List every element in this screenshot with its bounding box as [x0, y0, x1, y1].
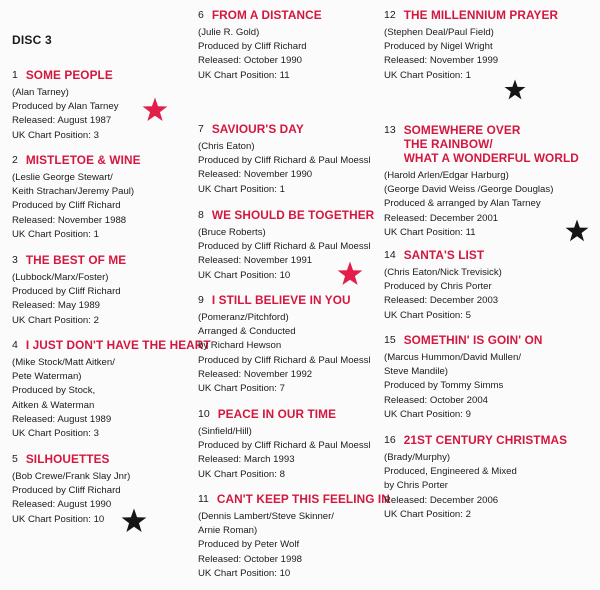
- track-detail-line: (Leslie George Stewart/: [12, 172, 113, 183]
- track-number: 11: [198, 493, 209, 505]
- star-black-2-icon: [121, 508, 147, 534]
- track-detail-line: Produced by Cliff Richard: [12, 485, 121, 497]
- track-title-line: I JUST DON'T HAVE THE HEART: [25, 338, 211, 352]
- track-details: [12, 171, 141, 242]
- track-14: [384, 248, 502, 323]
- track-detail-line: UK Chart Position: 11: [384, 226, 476, 238]
- track-detail-line: UK Chart Position: 2: [12, 314, 99, 326]
- track-title-line: WHAT A WONDERFUL WORLD: [403, 151, 579, 165]
- track-heading: [384, 123, 579, 165]
- track-detail-line: UK Chart Position: 11: [198, 69, 290, 81]
- track-details: [12, 470, 130, 527]
- track-detail-line: Produced by Cliff Richard: [12, 286, 121, 298]
- track-title-line: CAN'T KEEP THIS FEELING IN: [216, 492, 390, 506]
- track-detail-line: Produced by Cliff Richard & Paul Moessl: [198, 155, 371, 167]
- track-details: [198, 311, 371, 396]
- track-detail-line: (Lubbock/Marx/Foster): [12, 272, 109, 283]
- track-number: 1: [12, 69, 18, 81]
- track-title-line: THE BEST OF ME: [25, 253, 127, 267]
- track-details: [384, 451, 567, 522]
- track-title-line: THE RAINBOW/: [403, 137, 493, 151]
- track-detail-line: UK Chart Position: 3: [12, 129, 99, 141]
- track-detail-line: UK Chart Position: 10: [198, 269, 291, 281]
- track-detail-line: Released: October 1990: [198, 55, 302, 67]
- track-title-line: I STILL BELIEVE IN YOU: [211, 293, 351, 307]
- track-detail-line: (Julie R. Gold): [198, 27, 260, 38]
- track-detail-line: UK Chart Position: 1: [198, 183, 285, 195]
- track-detail-line: Produced by Stock,: [12, 385, 96, 397]
- track-title: [212, 293, 351, 307]
- track-detail-line: Released: May 1989: [12, 300, 100, 312]
- track-detail-line: Produced by Nigel Wright: [384, 41, 493, 53]
- track-number: 14: [384, 249, 396, 261]
- track-title-line: SOMETHIN' IS GOIN' ON: [403, 333, 543, 347]
- track-detail-line: Produced by Cliff Richard & Paul Moessl: [198, 241, 371, 253]
- track-title: [218, 407, 336, 421]
- track-title-line: SOME PEOPLE: [25, 68, 113, 82]
- track-detail-line: Arranged & Conducted: [198, 326, 296, 338]
- track-detail-line: (Bob Crewe/Frank Slay Jnr): [12, 471, 131, 482]
- track-heading: [198, 8, 322, 22]
- track-detail-line: UK Chart Position: 1: [12, 228, 99, 240]
- track-detail-line: by Chris Porter: [384, 480, 448, 492]
- track-detail-line: Aitken & Waterman: [12, 399, 95, 411]
- track-number: 2: [12, 154, 18, 166]
- track-detail-line: Produced by Cliff Richard & Paul Moessl: [198, 354, 371, 366]
- track-number: 12: [384, 9, 396, 21]
- track-detail-line: UK Chart Position: 5: [384, 309, 471, 321]
- track-9: [198, 293, 371, 396]
- track-detail-line: (Harold Arlen/Edgar Harburg): [384, 170, 509, 181]
- track-title-line: MISTLETOE & WINE: [25, 153, 141, 167]
- track-title-line: SOMEWHERE OVER: [403, 123, 521, 137]
- track-2: [12, 153, 141, 242]
- track-title-line: SANTA'S LIST: [403, 248, 485, 262]
- track-detail-line: Produced by Tommy Simms: [384, 380, 504, 392]
- track-title: [212, 8, 322, 22]
- track-detail-line: Released: March 1993: [198, 454, 295, 466]
- track-details: [384, 169, 579, 240]
- star-red-1-icon: [142, 97, 168, 123]
- track-detail-line: Keith Strachan/Jeremy Paul): [12, 186, 135, 198]
- track-detail-line: UK Chart Position: 8: [198, 468, 285, 480]
- track-heading: [384, 333, 542, 347]
- track-detail-line: UK Chart Position: 7: [198, 383, 285, 395]
- track-detail-line: Released: November 1990: [198, 169, 313, 181]
- track-detail-line: Released: November 1992: [198, 368, 313, 380]
- track-heading: [198, 122, 371, 136]
- track-number: 4: [12, 339, 18, 351]
- track-title: [404, 248, 484, 262]
- track-title-line: 21ST CENTURY CHRISTMAS: [403, 433, 568, 447]
- track-detail-line: (Bruce Roberts): [198, 227, 266, 238]
- track-detail-line: Produced & arranged by Alan Tarney: [384, 198, 541, 210]
- track-number: 5: [12, 453, 18, 465]
- star-black-4-icon: [504, 79, 526, 101]
- track-13: [384, 123, 579, 240]
- track-detail-line: (Mike Stock/Matt Aitken/: [12, 357, 115, 368]
- star-red-3-icon: [337, 261, 363, 287]
- track-detail-line: UK Chart Position: 2: [384, 508, 471, 520]
- track-title-line: FROM A DISTANCE: [211, 8, 322, 22]
- track-title: [26, 153, 141, 167]
- track-detail-line: Produced by Peter Wolf: [198, 539, 300, 551]
- track-details: [198, 140, 371, 197]
- track-4: [12, 338, 211, 441]
- track-number: 9: [198, 294, 204, 306]
- track-number: 7: [198, 123, 204, 135]
- track-heading: [198, 492, 390, 506]
- track-number: 6: [198, 9, 204, 21]
- star-black-5-icon: [565, 219, 589, 243]
- track-number: 16: [384, 434, 396, 446]
- track-detail-line: Released: December 2006: [384, 494, 499, 506]
- track-details: [198, 425, 371, 482]
- track-detail-line: Released: December 2001: [384, 212, 499, 224]
- track-title: [212, 208, 374, 222]
- track-detail-line: Released: August 1990: [12, 499, 112, 511]
- track-detail-line: Produced by Cliff Richard & Paul Moessl: [198, 440, 371, 452]
- track-title: [212, 122, 304, 136]
- track-detail-line: Released: August 1987: [12, 115, 112, 127]
- track-details: [12, 86, 119, 143]
- track-heading: [12, 452, 130, 466]
- track-detail-line: UK Chart Position: 9: [384, 408, 471, 420]
- track-number: 15: [384, 334, 396, 346]
- track-detail-line: (George David Weiss /George Douglas): [384, 184, 554, 196]
- track-heading: [198, 407, 371, 421]
- track-detail-line: (Pomeranz/Pitchford): [198, 312, 289, 323]
- track-title-line: PEACE IN OUR TIME: [217, 407, 337, 421]
- track-title-line: SILHOUETTES: [25, 452, 110, 466]
- track-detail-line: Produced by Chris Porter: [384, 281, 492, 293]
- track-heading: [12, 253, 126, 267]
- track-detail-line: (Dennis Lambert/Steve Skinner/: [198, 511, 334, 522]
- track-title: [26, 68, 113, 82]
- track-title: [404, 433, 567, 447]
- track-details: [12, 271, 126, 328]
- track-detail-line: UK Chart Position: 10: [12, 513, 105, 525]
- track-detail-line: (Alan Tarney): [12, 87, 69, 98]
- track-7: [198, 122, 371, 197]
- track-detail-line: Pete Waterman): [12, 371, 82, 383]
- track-detail-line: UK Chart Position: 10: [198, 567, 291, 579]
- track-detail-line: Released: November 1991: [198, 255, 313, 267]
- track-16: [384, 433, 567, 522]
- track-heading: [384, 8, 558, 22]
- track-details: [384, 266, 502, 323]
- track-detail-line: (Brady/Murphy): [384, 452, 451, 463]
- track-15: [384, 333, 542, 422]
- track-heading: [198, 293, 371, 307]
- track-heading: [198, 208, 374, 222]
- disc-label: DISC 3: [12, 33, 52, 47]
- track-detail-line: (Chris Eaton/Nick Trevisick): [384, 267, 502, 278]
- track-number: 3: [12, 254, 18, 266]
- track-title: [217, 492, 390, 506]
- track-details: [384, 351, 542, 422]
- track-title: [26, 253, 126, 267]
- track-heading: [12, 68, 119, 82]
- track-detail-line: (Stephen Deal/Paul Field): [384, 27, 494, 38]
- track-detail-line: (Chris Eaton): [198, 141, 255, 152]
- track-details: [198, 26, 322, 83]
- track-detail-line: (Marcus Hummon/David Mullen/: [384, 352, 522, 363]
- track-detail-line: Arnie Roman): [198, 525, 258, 537]
- track-detail-line: Produced by Cliff Richard: [12, 200, 121, 212]
- track-10: [198, 407, 371, 482]
- track-detail-line: (Sinfield/Hill): [198, 426, 252, 437]
- track-number: 13: [384, 124, 396, 136]
- track-detail-line: Produced by Cliff Richard: [198, 41, 307, 53]
- track-title: [26, 452, 110, 466]
- track-title: [404, 123, 579, 165]
- track-details: [384, 26, 558, 83]
- track-details: [12, 356, 211, 441]
- track-detail-line: Produced, Engineered & Mixed: [384, 466, 517, 478]
- track-detail-line: Released: October 1998: [198, 553, 302, 565]
- track-number: 10: [198, 408, 210, 420]
- track-heading: [12, 338, 211, 352]
- track-3: [12, 253, 126, 328]
- track-title: [404, 8, 558, 22]
- track-detail-line: UK Chart Position: 1: [384, 69, 471, 81]
- track-number: 8: [198, 209, 204, 221]
- track-11: [198, 492, 390, 581]
- track-1: [12, 68, 119, 143]
- track-detail-line: by Richard Hewson: [198, 340, 282, 352]
- track-detail-line: Released: November 1988: [12, 214, 127, 226]
- track-detail-line: Released: December 2003: [384, 295, 499, 307]
- track-title-line: SAVIOUR'S DAY: [211, 122, 304, 136]
- track-heading: [12, 153, 141, 167]
- track-title-line: THE MILLENNIUM PRAYER: [403, 8, 559, 22]
- track-detail-line: Produced by Alan Tarney: [12, 101, 119, 113]
- track-5: [12, 452, 130, 527]
- track-title: [26, 338, 211, 352]
- track-detail-line: Released: October 2004: [384, 394, 488, 406]
- track-detail-line: Steve Mandile): [384, 366, 448, 378]
- track-6: [198, 8, 322, 83]
- track-details: [198, 510, 390, 581]
- track-detail-line: Released: August 1989: [12, 413, 112, 425]
- track-detail-line: Released: November 1999: [384, 55, 499, 67]
- track-title: [404, 333, 543, 347]
- track-detail-line: UK Chart Position: 3: [12, 428, 99, 440]
- track-title-line: WE SHOULD BE TOGETHER: [211, 208, 375, 222]
- track-heading: [384, 433, 567, 447]
- track-heading: [384, 248, 502, 262]
- track-12: [384, 8, 558, 83]
